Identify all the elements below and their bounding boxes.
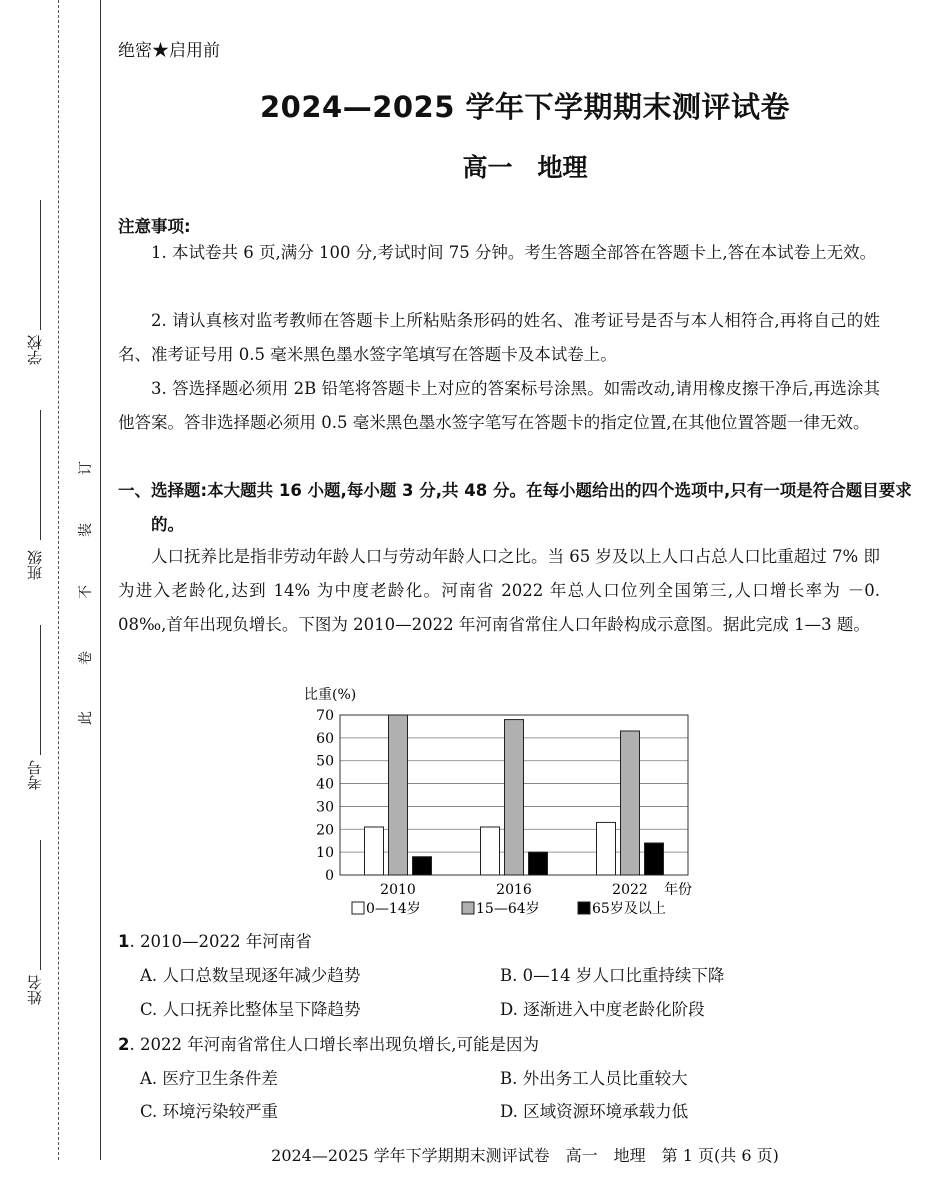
bar	[505, 720, 524, 875]
legend-swatch	[578, 902, 590, 914]
seal-char: 此	[78, 711, 94, 725]
y-tick-label: 70	[316, 708, 334, 724]
option-d: D. 逐渐进入中度老龄化阶段	[500, 1000, 705, 1019]
legend-label: 0—14岁	[366, 901, 421, 917]
note-item: 3. 答选择题必须用 2B 铅笔将答题卡上对应的答案标号涂黑。如需改动,请用橡皮擦干净后,再选涂其他答案。答非选择题必须用 0.5 毫米黑色墨水签字笔写在答题卡的指定位置,在其他位置答题一律无效。	[118, 379, 880, 432]
exam-no-fill-line	[40, 625, 41, 755]
y-axis-label: 比重(%)	[304, 687, 357, 703]
legend-swatch	[352, 902, 364, 914]
seal-char: 订	[78, 461, 94, 475]
option-a: A. 人口总数呈现逐年减少趋势	[140, 966, 361, 985]
question-1	[118, 928, 312, 952]
question-stem: . 2010—2022 年河南省	[129, 932, 312, 951]
exam-no-label: 考号	[26, 760, 44, 790]
bar	[413, 857, 432, 875]
question-2	[118, 1031, 539, 1055]
y-tick-label: 50	[316, 753, 334, 770]
notes-heading: 注意事项:	[118, 217, 191, 236]
note-item: 2. 请认真核对监考教师在答题卡上所粘贴条形码的姓名、准考证号是否与本人相符合,再将自己的姓名、准考证号用 0.5 毫米黑色墨水签字笔填写在答题卡及本试卷上。	[118, 311, 880, 364]
school-fill-line	[40, 200, 41, 330]
bar	[529, 852, 548, 875]
class-label: 班级	[26, 550, 44, 580]
bar	[645, 843, 664, 875]
name-fill-line	[40, 840, 41, 970]
question-passage: 人口抚养比是指非劳动年龄人口与劳动年龄人口之比。当 65 岁及以上人口占总人口比重超过 7% 即为进入老龄化,达到 14% 为中度老龄化。河南省 2022 年总人口位列全国第三,人口增长率为 －0. 08‰,首年出现负增长。下图为 2010—2022 年河南省常住人口年龄构成示意图。据此完成 1—3 题。	[118, 547, 880, 634]
x-axis-label: 年份	[664, 882, 692, 898]
option-a: A. 医疗卫生条件差	[140, 1069, 278, 1088]
population-age-chart	[290, 678, 710, 923]
confidential-mark: 绝密★启用前	[118, 41, 220, 61]
seal-char: 卷	[78, 651, 94, 665]
cut-line	[58, 0, 59, 1160]
y-tick-label: 30	[316, 799, 334, 816]
school-label: 学校	[26, 335, 44, 365]
bar	[389, 715, 408, 875]
y-tick-label: 0	[325, 868, 334, 884]
exam-subtitle: 高一 地理	[462, 153, 588, 182]
option-b: B. 0—14 岁人口比重持续下降	[500, 966, 725, 985]
y-tick-label: 60	[316, 730, 334, 747]
bar	[365, 827, 384, 875]
legend-label: 15—64岁	[476, 901, 540, 917]
legend-label: 65岁及以上	[592, 901, 666, 917]
seal-char: 不	[78, 585, 94, 599]
legend-swatch	[462, 902, 474, 914]
class-fill-line	[40, 410, 41, 540]
seal-char: 装	[78, 523, 94, 537]
option-c: C. 环境污染较严重	[140, 1102, 279, 1121]
option-c: C. 人口抚养比整体呈下降趋势	[140, 1000, 361, 1019]
x-tick-label: 2016	[496, 882, 532, 898]
option-b: B. 外出务工人员比重较大	[500, 1069, 688, 1088]
question-number: 2	[118, 1035, 130, 1054]
y-tick-label: 40	[316, 776, 334, 793]
y-tick-label: 20	[316, 822, 334, 839]
name-label: 姓名	[26, 975, 44, 1005]
x-tick-label: 2010	[380, 882, 416, 898]
question-stem: . 2022 年河南省常住人口增长率出现负增长,可能是因为	[129, 1035, 539, 1054]
bar	[597, 822, 616, 875]
question-number: 1	[118, 932, 130, 951]
x-tick-label: 2022	[612, 882, 648, 898]
exam-title: 2024—2025 学年下学期期末测评试卷	[259, 90, 791, 124]
bar	[621, 731, 640, 875]
option-d: D. 区域资源环境承载力低	[500, 1102, 689, 1121]
y-tick-label: 10	[316, 845, 334, 862]
page-footer: 2024—2025 学年下学期期末测评试卷 高一 地理 第 1 页(共 6 页)	[271, 1146, 779, 1165]
note-item: 1. 本试卷共 6 页,满分 100 分,考试时间 75 分钟。考生答题全部答在答题卡上,答在本试卷上无效。	[151, 243, 877, 262]
bar	[481, 827, 500, 875]
section-title: 一、选择题:本大题共 16 小题,每小题 3 分,共 48 分。在每小题给出的四个选项中,只有一项是符合题目要求的。	[118, 481, 912, 534]
